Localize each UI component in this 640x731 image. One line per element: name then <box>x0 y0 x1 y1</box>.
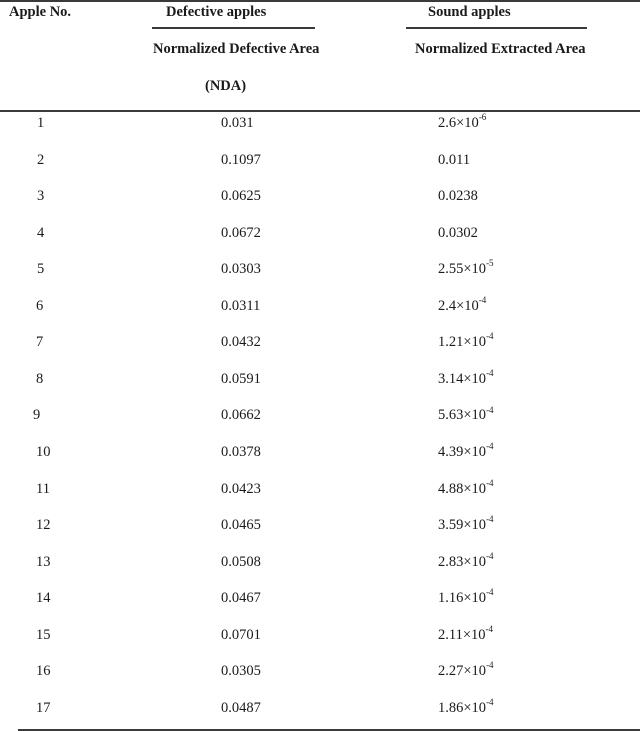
sound-value-cell <box>438 226 478 241</box>
sound-value-exponent: -5 <box>486 258 494 269</box>
nda-value-cell: 0.0303 <box>221 261 261 278</box>
sound-value-cell <box>438 623 494 643</box>
nda-value-cell: 0.0591 <box>221 370 261 387</box>
nda-value-cell: 0.0662 <box>221 407 261 424</box>
apple-number-cell: 4 <box>37 224 45 241</box>
header-defective-apples: Defective apples <box>166 4 267 20</box>
header-normalized-extracted-area: Normalized Extracted Area <box>415 41 586 57</box>
sound-value-exponent: -4 <box>486 368 494 379</box>
apple-number-cell: 14 <box>36 590 51 607</box>
sound-value-exponent: -4 <box>485 623 494 634</box>
sound-value-exponent: -4 <box>486 331 494 342</box>
apple-number-cell: 8 <box>36 370 44 387</box>
nda-value-cell: 0.0423 <box>221 480 261 497</box>
apple-number-cell: 3 <box>37 188 45 205</box>
apple-number-cell: 1 <box>37 115 45 131</box>
sound-value-cell <box>438 189 478 204</box>
apple-number-cell: 16 <box>36 663 51 680</box>
sound-value-mantissa: 2.55×10 <box>438 261 487 278</box>
sound-value-cell <box>438 587 494 607</box>
nda-value-cell: 0.031 <box>221 115 254 131</box>
sound-value-mantissa: 0.0238 <box>438 188 478 205</box>
sound-value-mantissa: 0.011 <box>438 151 471 168</box>
sound-value-mantissa: 1.16×10 <box>438 590 487 607</box>
apple-number-cell: 9 <box>33 407 41 424</box>
top-rule <box>0 0 640 2</box>
sound-value-mantissa: 2.83×10 <box>438 553 487 570</box>
sound-value-cell <box>438 696 494 716</box>
sound-value-mantissa: 2.27×10 <box>438 663 487 680</box>
header-apple-no: Apple No. <box>9 4 72 20</box>
sound-value-mantissa: 1.86×10 <box>438 699 487 716</box>
sound-value-mantissa: 4.39×10 <box>438 443 487 460</box>
sound-value-mantissa: 3.14×10 <box>438 370 487 387</box>
sound-value-mantissa: 2.6×10 <box>438 115 479 131</box>
nda-value-cell: 0.0305 <box>221 663 261 680</box>
sound-value-mantissa: 4.88×10 <box>438 480 487 497</box>
apple-number-cell: 15 <box>36 626 51 643</box>
header-nda-line2: (NDA) <box>205 78 247 94</box>
header-sound-apples: Sound apples <box>428 4 511 20</box>
apple-number-cell: 2 <box>37 151 45 168</box>
apple-number-cell: 6 <box>36 297 44 314</box>
apple-number-cell: 5 <box>37 261 45 278</box>
sound-value-exponent: -4 <box>486 477 494 488</box>
sound-value-exponent: -4 <box>486 550 494 561</box>
sound-value-cell <box>438 477 494 497</box>
nda-value-cell: 0.0625 <box>221 188 261 205</box>
sound-value-cell <box>438 331 494 351</box>
nda-value-cell: 0.0701 <box>221 626 261 643</box>
sound-value-exponent: -4 <box>486 404 494 415</box>
nda-value-cell: 0.0508 <box>221 553 261 570</box>
apple-number-cell: 11 <box>36 480 50 497</box>
sound-value-cell <box>438 294 487 314</box>
sound-value-exponent: -4 <box>486 696 494 707</box>
sound-value-exponent: -4 <box>486 441 494 452</box>
sound-value-cell <box>438 153 470 168</box>
sound-value-cell <box>438 112 487 131</box>
sound-value-exponent: -4 <box>486 514 494 525</box>
sound-value-exponent: -4 <box>486 660 494 671</box>
apple-number-cell: 13 <box>36 553 51 570</box>
nda-value-cell: 0.0378 <box>221 443 261 460</box>
sound-value-mantissa: 3.59×10 <box>438 517 487 534</box>
sound-value-mantissa: 2.11×10 <box>438 626 486 643</box>
sound-value-exponent: -4 <box>486 587 494 598</box>
nda-value-cell: 0.0672 <box>221 224 261 241</box>
apple-number-cell: 7 <box>36 334 44 351</box>
sound-value-cell <box>438 404 494 424</box>
sound-value-exponent: -6 <box>478 112 487 123</box>
nda-value-cell: 0.0487 <box>221 699 261 716</box>
header-nda-line1: Normalized Defective Area <box>153 41 320 57</box>
header-bottom-rule <box>0 110 640 112</box>
sound-group-underline <box>406 27 587 29</box>
nda-value-cell: 0.1097 <box>221 151 261 168</box>
sound-value-mantissa: 0.0302 <box>438 224 478 241</box>
sound-value-cell <box>438 441 494 460</box>
sound-value-cell <box>438 660 494 680</box>
sound-value-mantissa: 1.21×10 <box>438 334 487 351</box>
sound-value-cell <box>438 550 494 570</box>
defective-group-underline <box>152 27 315 29</box>
apple-number-cell: 12 <box>36 517 51 534</box>
sound-value-mantissa: 5.63×10 <box>438 407 487 424</box>
sound-value-cell <box>438 368 494 387</box>
nda-value-cell: 0.0311 <box>221 297 261 314</box>
nda-value-cell: 0.0467 <box>221 590 261 607</box>
sound-value-cell <box>438 258 494 278</box>
sound-value-cell <box>438 514 494 534</box>
nda-value-cell: 0.0465 <box>221 517 261 534</box>
sound-value-exponent: -4 <box>478 294 487 305</box>
sound-value-mantissa: 2.4×10 <box>438 297 479 314</box>
apple-number-cell: 10 <box>36 443 51 460</box>
nda-value-cell: 0.0432 <box>221 334 261 351</box>
apple-number-cell: 17 <box>36 699 51 716</box>
